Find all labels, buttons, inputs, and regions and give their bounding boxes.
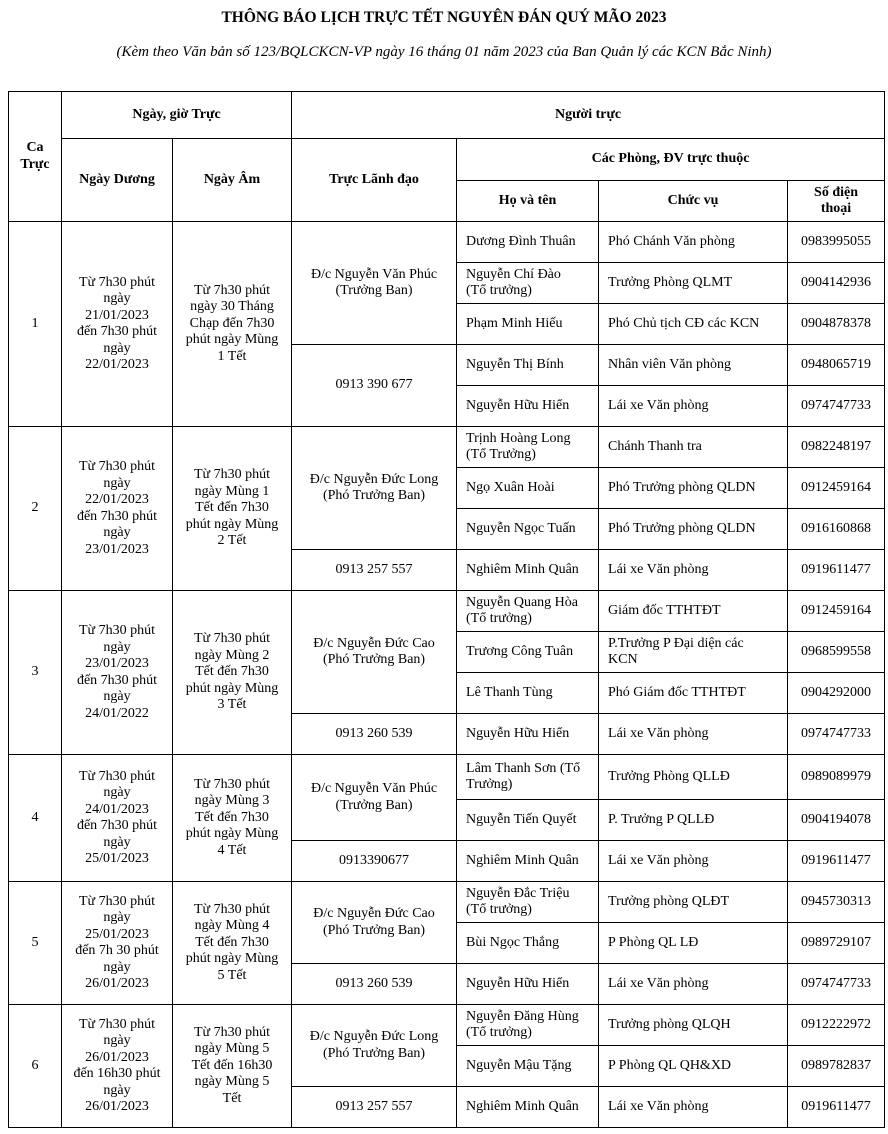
leader-phone: 0913 390 677 <box>292 345 457 427</box>
leader-name: Đ/c Nguyễn Đức Cao (Phó Trưởng Ban) <box>292 882 457 964</box>
header-ngay-duong: Ngày Dương <box>62 139 173 222</box>
header-ho-ten: Họ và tên <box>457 181 599 222</box>
staff-name: Nguyễn Hữu Hiển <box>457 714 599 755</box>
page-title: THÔNG BÁO LỊCH TRỰC TẾT NGUYÊN ĐÁN QUÝ MÃO 2023 <box>221 9 667 26</box>
staff-phone: 0912459164 <box>788 591 885 632</box>
header-ngay-am: Ngày Âm <box>173 139 292 222</box>
staff-phone: 0919611477 <box>788 550 885 591</box>
staff-role: Nhân viên Văn phòng <box>599 345 788 386</box>
header-ngay-gio-truc: Ngày, giờ Trực <box>62 92 292 139</box>
staff-phone: 0912459164 <box>788 468 885 509</box>
staff-name: Nguyễn Đăng Hùng (Tổ trưởng) <box>457 1005 599 1046</box>
shift-number: 1 <box>9 222 62 427</box>
lunar-date-range: Từ 7h30 phút ngày Mùng 5 Tết đến 16h30 ngày Mùng 5 Tết <box>173 1005 292 1128</box>
staff-role: P Phòng QL QH&XD <box>599 1046 788 1087</box>
staff-phone: 0904878378 <box>788 304 885 345</box>
staff-name: Nguyễn Quang Hòa (Tổ trưởng) <box>457 591 599 632</box>
leader-phone: 0913 257 557 <box>292 550 457 591</box>
staff-phone: 0919611477 <box>788 1087 885 1128</box>
staff-name: Nghiêm Minh Quân <box>457 1087 599 1128</box>
leader-name: Đ/c Nguyễn Đức Long (Phó Trưởng Ban) <box>292 427 457 550</box>
staff-phone: 0904194078 <box>788 800 885 841</box>
staff-phone: 0989729107 <box>788 923 885 964</box>
staff-name: Nguyễn Tiến Quyết <box>457 800 599 841</box>
shift-number: 5 <box>9 882 62 1005</box>
staff-role: Lái xe Văn phòng <box>599 386 788 427</box>
solar-date-range: Từ 7h30 phút ngày 26/01/2023 đến 16h30 phút ngày 26/01/2023 <box>62 1005 173 1128</box>
shift-number: 3 <box>9 591 62 755</box>
lunar-date-range: Từ 7h30 phút ngày Mùng 4 Tết đến 7h30 phút ngày Mùng 5 Tết <box>173 882 292 1005</box>
staff-name: Nghiêm Minh Quân <box>457 841 599 882</box>
staff-role: Chánh Thanh tra <box>599 427 788 468</box>
leader-name: Đ/c Nguyễn Văn Phúc (Trưởng Ban) <box>292 755 457 841</box>
staff-name: Dương Đình Thuân <box>457 222 599 263</box>
header-truc-lanh-dao: Trực Lãnh đạo <box>292 139 457 222</box>
table-row <box>9 755 885 800</box>
leader-phone: 0913390677 <box>292 841 457 882</box>
staff-role: Phó Chủ tịch CĐ các KCN <box>599 304 788 345</box>
staff-name: Ngọ Xuân Hoài <box>457 468 599 509</box>
staff-role: P Phòng QL LĐ <box>599 923 788 964</box>
solar-date-range: Từ 7h30 phút ngày 22/01/2023 đến 7h30 phút ngày 23/01/2023 <box>62 427 173 591</box>
leader-name: Đ/c Nguyễn Đức Cao (Phó Trưởng Ban) <box>292 591 457 714</box>
shift-number: 4 <box>9 755 62 882</box>
shift-number: 6 <box>9 1005 62 1128</box>
leader-name: Đ/c Nguyễn Văn Phúc (Trưởng Ban) <box>292 222 457 345</box>
table-row <box>9 427 885 468</box>
header-ca-truc: Ca Trực <box>9 92 62 222</box>
table-row <box>9 882 885 923</box>
staff-role: Lái xe Văn phòng <box>599 550 788 591</box>
staff-phone: 0904142936 <box>788 263 885 304</box>
leader-phone: 0913 260 539 <box>292 964 457 1005</box>
staff-name: Lê Thanh Tùng <box>457 673 599 714</box>
staff-name: Nguyễn Đắc Triệu (Tổ trưởng) <box>457 882 599 923</box>
header-so-dien-thoai: Số điện thoại <box>788 181 885 222</box>
page-subtitle: (Kèm theo Văn bản số 123/BQLCKCN-VP ngày 16 tháng 01 năm 2023 của Ban Quản lý các KCN Bắc Ninh) <box>116 44 772 60</box>
staff-name: Nguyễn Hữu Hiển <box>457 386 599 427</box>
header-cac-phong: Các Phòng, ĐV trực thuộc <box>457 139 885 181</box>
staff-phone: 0919611477 <box>788 841 885 882</box>
staff-phone: 0912222972 <box>788 1005 885 1046</box>
staff-role: Trưởng Phòng QLLĐ <box>599 755 788 800</box>
staff-phone: 0974747733 <box>788 714 885 755</box>
staff-name: Nguyễn Thị Bính <box>457 345 599 386</box>
staff-phone: 0983995055 <box>788 222 885 263</box>
staff-name: Nguyễn Hữu Hiển <box>457 964 599 1005</box>
staff-name: Trương Công Tuân <box>457 632 599 673</box>
staff-role: Lái xe Văn phòng <box>599 714 788 755</box>
staff-role: Phó Trưởng phòng QLDN <box>599 468 788 509</box>
staff-phone: 0968599558 <box>788 632 885 673</box>
table-row <box>9 222 885 263</box>
leader-name: Đ/c Nguyễn Đức Long (Phó Trưởng Ban) <box>292 1005 457 1087</box>
header-nguoi-truc: Người trực <box>292 92 885 139</box>
staff-phone: 0974747733 <box>788 386 885 427</box>
staff-role: Trưởng phòng QLQH <box>599 1005 788 1046</box>
header-chuc-vu: Chức vụ <box>599 181 788 222</box>
table-row <box>9 591 885 632</box>
staff-phone: 0982248197 <box>788 427 885 468</box>
staff-role: Phó Trưởng phòng QLDN <box>599 509 788 550</box>
staff-name: Trịnh Hoàng Long (Tổ Trưởng) <box>457 427 599 468</box>
lunar-date-range: Từ 7h30 phút ngày Mùng 3 Tết đến 7h30 phút ngày Mùng 4 Tết <box>173 755 292 882</box>
staff-role: P. Trưởng P QLLĐ <box>599 800 788 841</box>
lunar-date-range: Từ 7h30 phút ngày Mùng 1 Tết đến 7h30 phút ngày Mùng 2 Tết <box>173 427 292 591</box>
staff-role: Lái xe Văn phòng <box>599 1087 788 1128</box>
lunar-date-range: Từ 7h30 phút ngày 30 Tháng Chạp đến 7h30 phút ngày Mùng 1 Tết <box>173 222 292 427</box>
staff-name: Bùi Ngọc Thắng <box>457 923 599 964</box>
solar-date-range: Từ 7h30 phút ngày 23/01/2023 đến 7h30 phút ngày 24/01/2022 <box>62 591 173 755</box>
staff-name: Nguyễn Chí Đào (Tổ trưởng) <box>457 263 599 304</box>
staff-name: Nguyễn Mậu Tặng <box>457 1046 599 1087</box>
solar-date-range: Từ 7h30 phút ngày 21/01/2023 đến 7h30 phút ngày 22/01/2023 <box>62 222 173 427</box>
solar-date-range: Từ 7h30 phút ngày 25/01/2023 đến 7h 30 phút ngày 26/01/2023 <box>62 882 173 1005</box>
staff-role: Lái xe Văn phòng <box>599 841 788 882</box>
staff-phone: 0989089979 <box>788 755 885 800</box>
staff-role: P.Trưởng P Đại diện các KCN <box>599 632 788 673</box>
staff-phone: 0989782837 <box>788 1046 885 1087</box>
staff-role: Trưởng phòng QLĐT <box>599 882 788 923</box>
staff-name: Nghiêm Minh Quân <box>457 550 599 591</box>
duty-schedule-table <box>8 91 885 1128</box>
staff-phone: 0948065719 <box>788 345 885 386</box>
staff-phone: 0904292000 <box>788 673 885 714</box>
lunar-date-range: Từ 7h30 phút ngày Mùng 2 Tết đến 7h30 phút ngày Mùng 3 Tết <box>173 591 292 755</box>
staff-role: Phó Giám đốc TTHTĐT <box>599 673 788 714</box>
staff-name: Phạm Minh Hiếu <box>457 304 599 345</box>
staff-role: Lái xe Văn phòng <box>599 964 788 1005</box>
leader-phone: 0913 257 557 <box>292 1087 457 1128</box>
leader-phone: 0913 260 539 <box>292 714 457 755</box>
shift-number: 2 <box>9 427 62 591</box>
staff-name: Lâm Thanh Sơn (Tổ Trưởng) <box>457 755 599 800</box>
staff-role: Trưởng Phòng QLMT <box>599 263 788 304</box>
solar-date-range: Từ 7h30 phút ngày 24/01/2023 đến 7h30 phút ngày 25/01/2023 <box>62 755 173 882</box>
staff-phone: 0916160868 <box>788 509 885 550</box>
staff-name: Nguyễn Ngọc Tuấn <box>457 509 599 550</box>
staff-role: Phó Chánh Văn phòng <box>599 222 788 263</box>
table-row <box>9 1005 885 1046</box>
staff-phone: 0974747733 <box>788 964 885 1005</box>
staff-role: Giám đốc TTHTĐT <box>599 591 788 632</box>
staff-phone: 0945730313 <box>788 882 885 923</box>
